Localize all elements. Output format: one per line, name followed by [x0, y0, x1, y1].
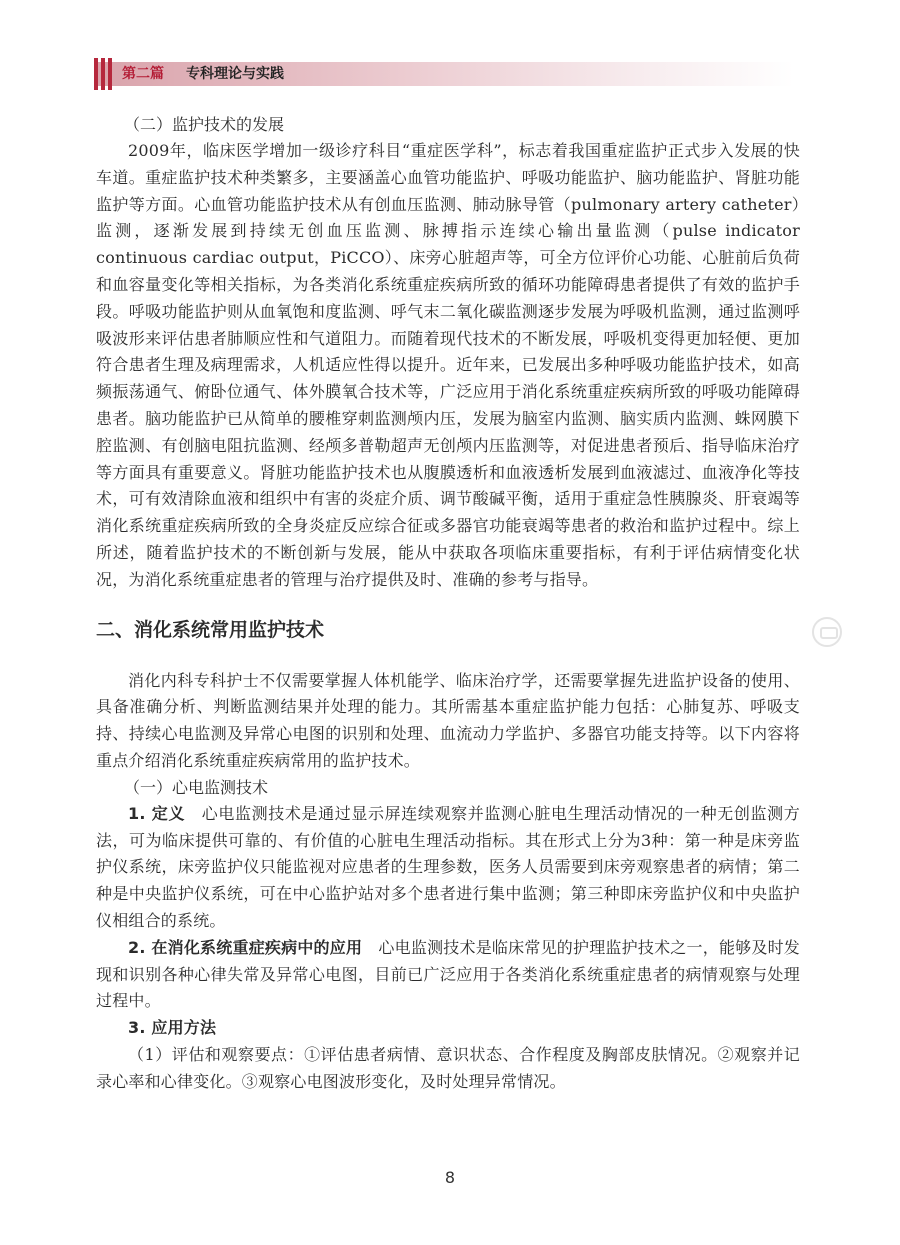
watermark-icon [812, 617, 842, 647]
item-method-sub-1: （1）评估和观察要点：①评估患者病情、意识状态、合作程度及胸部皮肤情况。②观察并记录心率和心律变化。③观察心电图波形变化，及时处理异常情况。 [96, 1044, 800, 1091]
header-part-label: 第二篇 [122, 66, 164, 82]
header-title: 专科理论与实践 [186, 66, 284, 82]
item-method-head: 3. 应用方法 [128, 1018, 217, 1038]
item-definition-head: 1. 定义 [128, 803, 186, 823]
header-bars-icon [94, 58, 114, 90]
paragraph-monitoring-development: 2009年，临床医学增加一级诊疗科目“重症医学科”，标志着我国重症监护正式步入发展的快车道。重症监护技术种类繁多，主要涵盖心血管功能监护、呼吸功能监护、脑功能监护、肾脏功能监护等方面。心血管功能监护技术从有创血压监测、肺动脉导管（pulmonary artery catheter）监测，逐渐发展到持续无创血压监测、脉搏指示连续心输出量监测（pulse indicator continuous cardiac output，PiCCO）、床旁心脏超声等，可全方位评价心功能、心脏前后负荷和血容量变化等相关指标，为各类消化系统重症疾病所致的循环功能障碍患者提供了有效的监护手段。呼吸功能监护则从血氧饱和度监测、呼气末二氧化碳监测逐步发展为呼吸机监测，通过监测呼吸波形来评估患者肺顺应性和气道阻力。而随着现代技术的不断发展，呼吸机变得更加轻便、更加符合患者生理及病理需求，人机适应性得以提升。近年来，已发展出多种呼吸功能监护技术，如高频振荡通气、俯卧位通气、体外膜氧合技术等，广泛应用于消化系统重症疾病所致的呼吸功能障碍患者。脑功能监护已从简单的腰椎穿刺监测颅内压，发展为脑室内监测、脑实质内监测、蛛网膜下腔监测、有创脑电阻抗监测、经颅多普勒超声无创颅内压监测等，对促进患者预后、指导临床治疗等方面具有重要意义。肾脏功能监护技术也从腹膜透析和血液透析发展到血液滤过、血液净化等技术，可有效清除血液和组织中有害的炎症介质、调节酸碱平衡，适用于重症急性胰腺炎、肝衰竭等消化系统重症疾病所致的全身炎症反应综合征或多器官功能衰竭等患者的救治和监护过程中。综上所述，随着监护技术的不断创新与发展，能从中获取各项临床重要指标，有利于评估病情变化状况，为消化系统重症患者的管理与治疗提供及时、准确的参考与指导。 [96, 141, 800, 589]
item-application [96, 935, 800, 1015]
page-number: 8 [444, 1168, 456, 1187]
item-definition-text: 心电监测技术是通过显示屏连续观察并监测心脏电生理活动情况的一种无创监测方法，可为临床提供可靠的、有价值的心脏电生理活动指标。其在形式上分为3种：第一种是床旁监护仪系统，床旁监护仪只能监视对应患者的生理参数，医务人员需要到床旁观察患者的病情；第二种是中央监护仪系统，可在中心监护站对多个患者进行集中监测；第三种即床旁监护仪和中央监护仪相组合的系统。 [96, 803, 800, 930]
paragraph-intro: 消化内科专科护士不仅需要掌握人体机能学、临床治疗学，还需要掌握先进监护设备的使用、具备准确分析、判断监测结果并处理的能力。其所需基本重症监护能力包括：心肺复苏、呼吸支持、持续心电监测及异常心电图的识别和处理、血流动力学监护、多器官功能支持等。以下内容将重点介绍消化系统重症疾病常用的监护技术。 [96, 670, 800, 770]
item-application-head: 2. 在消化系统重症疾病中的应用 [128, 937, 363, 957]
item-application-text: 心电监测技术是临床常见的护理监护技术之一，能够及时发现和识别各种心律失常及异常心电图，目前已广泛应用于各类消化系统重症患者的病情观察与处理过程中。 [96, 937, 801, 1011]
page-content [96, 112, 800, 1096]
section-title: 二、消化系统常用监护技术 [96, 618, 325, 641]
subheading-monitoring-development: （二）监护技术的发展 [124, 115, 285, 134]
item-method [96, 1015, 800, 1042]
item-definition [96, 801, 800, 935]
subheading-ecg: （一）心电监测技术 [124, 777, 269, 797]
